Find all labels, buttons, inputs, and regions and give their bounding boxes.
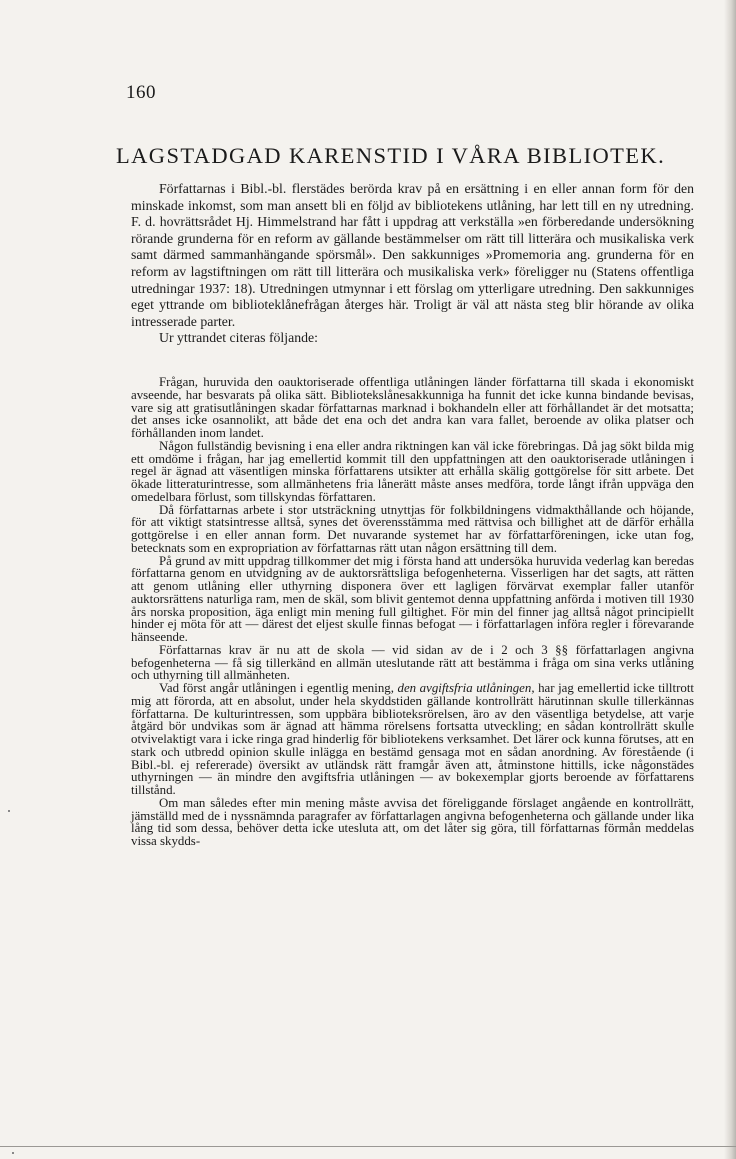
scan-speck — [8, 810, 10, 812]
intro-paragraph: Ur yttrandet citeras följande: — [159, 330, 318, 346]
quote-paragraph: På grund av mitt uppdrag tillkommer det mig i första hand att undersöka huruvida vederlag kan beredas författarna genom en utvidgning av de auktorsrättsliga befogenheterna. Visserligen har det sagts, att rätten att genom utlåning eller uthyrning disponera över ett lagligen förvärvat exemplar faller utanför auktorsrättens naturliga ram, men de skäl, som blivit gentemot denna uppfattning anförda i motiven till 1930 års norska proposition, äga enligt min mening full giltighet. För min del finner jag alltså något principiellt hinder ej möta för att — därest det eljest skulle finnas befogat — i författarlagen införa regler i förevarande hänseende. — [131, 553, 694, 644]
page-bottom-edge — [0, 1146, 736, 1147]
quoted-statement — [131, 376, 694, 848]
quote-paragraph-with-italic — [131, 682, 694, 797]
page-number: 160 — [126, 82, 156, 103]
intro-section — [131, 181, 694, 347]
quote-text: Vad först angår utlåningen i egentlig mening, — [159, 681, 398, 695]
scan-speck — [12, 1152, 14, 1154]
quote-paragraph: Någon fullständig bevisning i ena eller andra riktningen kan väl icke förebringas. Då jag sökt bilda mig ett omdöme i frågan, har jag emellertid kommit till den uppfattningen att den oauktoriserade utlåningen i regel är ägnad att väsentligen minska författarens utsikter att erhålla skälig gottgörelse för sitt arbete. Det ökade litteraturintresse, som allmänhetens fria lånerätt måste anses medföra, torde långt ifrån uppväga den omedelbara förlust, som tillskyndas författaren. — [131, 438, 694, 504]
intro-paragraph: Författarnas i Bibl.-bl. flerstädes berörda krav på en ersättning i en eller annan form för den minskade inkomst, som man ansett bli en följd av bibliotekens utlåning, har lett till en ny utredning. F. d. hovrättsrådet Hj. Himmelstrand har fått i uppdrag att verkställa »en förberedande undersökning rörande grunderna för en reform av gällande bestämmelser om rätt till litterära och musikaliska verk samt därmed sammanhängande spörsmål». Den sakkunniges »Promemoria ang. grunderna för en reform av lagstiftningen om rätt till litterära och musikaliska verk» föreligger nu (Statens offentliga utredningar 1937: 18). Utredningen utmynnar i ett förslag om ytterligare utredning. Den sakkunniges eget yttrande om biblioteklånefrågan återges här. Troligt är väl att nästa steg blir hörande av olika intresserade parter. — [131, 181, 694, 329]
quote-paragraph: Författarnas krav är nu att de skola — vid sidan av de i 2 och 3 §§ författarlagen angivna befogenheterna — få sig tillerkänd en allmän uteslutande rätt att bestämma i fråga om sina verks utlåning och uthyrning till allmänheten. — [131, 642, 694, 683]
quote-text: har jag emellertid icke tilltrott mig att förorda, att en absolut, under hela skyddstiden gällande kontrollrätt härutinnan skulle tillerkännas författarna. De kulturintressen, som uppbära biblioteksrörelsen, äro av den väsentliga betydelse, att varje åtgärd bör undvikas som är ägnad att hämma rörelsens fortsatta utveckling; en sådan kontrollrätt skulle otvivelaktigt vara i icke ringa grad hinderlig för bibliotekens verksamhet. Det lärer ock kunna förutses, att en stark och utbredd opinion skulle inlägga en bestämd gensaga mot en sådan anordning. Av förestående (i Bibl.-bl. ej refererade) översikt av utländsk rätt framgår även att, åtminstone hittills, icke någonstädes uthyrningen — än mindre den avgiftsfria utlåningen — av bokexemplar gjorts beroende av författarens tillstånd. — [131, 681, 695, 797]
article-title: LAGSTADGAD KARENSTID I VÅRA BIBLIOTEK. — [116, 143, 666, 168]
quote-paragraph: Då författarnas arbete i stor utsträckning utnyttjas för folkbildningens vidmakthållande och höjande, för att viktigt statsintresse alltså, synes det överensstämma med rättvisa och billighet att de därför erhålla gottgörelse i en eller annan form. Det nuvarande systemet har av författarföreningen, icke utan fog, betecknats som en expropriation av författarnas rätt utan någon ersättning till dem. — [131, 502, 694, 555]
scan-edge — [724, 0, 736, 1159]
quote-paragraph: Om man således efter min mening måste avvisa det föreliggande förslaget angående en kontrollrätt, jämställd med de i nyssnämnda paragrafer av författarlagen angivna befogenheterna och gällande under lika lång tid som dessa, behöver detta icke utesluta att, om det låter sig göra, till författarnas förmån meddelas vissa skydds- — [131, 795, 694, 848]
quote-paragraph: Frågan, huruvida den oauktoriserade offentliga utlåningen länder författarna till skada i ekonomiskt avseende, har besvarats på olika sätt. Bibliotekslånesakkunniga ha funnit det icke kunna bindande bevisas, vare sig att gratisutlåningen skadar författarnas marknad i bokhandeln eller att förhållandet är det motsatta; det anses icke osannolikt, att både det ena och det andra kan vara fallet, beroende av olika platser och förhållanden inom landet. — [131, 375, 694, 440]
italic-phrase: den avgiftsfria utlåningen, — [397, 681, 535, 695]
